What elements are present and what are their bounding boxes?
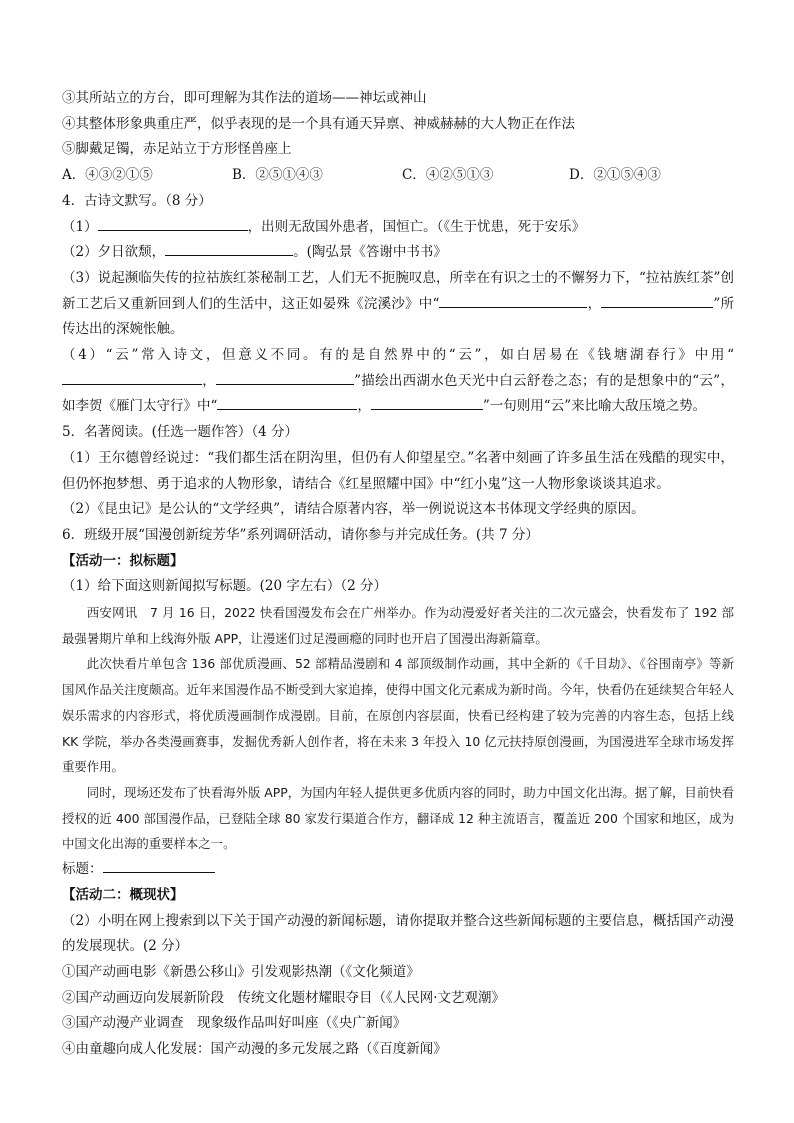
option-d[interactable]: D．②①⑤④③ <box>569 167 661 184</box>
title-blank[interactable] <box>103 857 215 873</box>
option-a[interactable]: A．④③②①⑤ <box>62 167 153 184</box>
q4-item-2: （2）夕日欲颓， 。(陶弘景《答谢中书书》 <box>62 240 734 266</box>
q4-item-3: （3）说起濒临失传的拉祜族红茶秘制工艺，人们无不扼腕叹息，所幸在有识之士的不懈努力下，“拉祜族红茶”创新工艺后又重新回到人们的生活中，这正如晏殊《浣溪沙》中“ ， ”所传达出的深婉怅触。 <box>62 269 734 338</box>
exam-page <box>62 86 734 1063</box>
q5-item-1: （1）王尔德曾经说过：“我们都生活在阴沟里，但仍有人仰望星空。”名著中刻画了许多虽生活在残酷的现实中，但仍怀抱梦想、勇于追求的人物形象，请结合《红星照耀中国》中“红小鬼”这一人物形象谈谈其追求。 <box>62 449 734 492</box>
article-paragraph: 西安网讯 7 月 16 日，2022 快看国漫发布会在广州举办。作为动漫爱好者关注的二次元盛会，快看发布了 192 部最强暑期片单和上线海外版 APP，让漫迷们过足漫画瘾的同时也开启了国漫出海新篇章。 <box>62 605 734 646</box>
answer-blank[interactable] <box>371 394 483 410</box>
news-article <box>62 600 734 857</box>
title-answer-line: 标题： <box>62 857 734 883</box>
option-c[interactable]: C．④②⑤①③ <box>402 167 494 184</box>
headline-1: ①国产动画电影《新愚公移山》引发观影热潮（《文化频道》 <box>62 963 420 980</box>
q4-heading: 4．古诗文默写。（8 分） <box>62 192 212 209</box>
q5-heading: 5．名著阅读。(任选一题作答）（4 分） <box>62 424 298 441</box>
headline-4: ④由童趣向成人化发展：国产动漫的多元发展之路（《百度新闻》 <box>62 1041 447 1058</box>
activity-2-prompt: （2）小明在网上搜索到以下关于国产动漫的新闻标题，请你提取并整合这些新闻标题的主要信息，概括国产动漫的发展现状。(2 分） <box>62 912 734 955</box>
answer-blank[interactable] <box>601 292 713 308</box>
q3-item-5: ⑤脚戴足镯，赤足站立于方形怪兽座上 <box>62 141 292 158</box>
q6-heading: 6．班级开展“国漫创新绽芳华”系列调研活动，请你参与并完成任务。(共 7 分） <box>62 526 539 543</box>
answer-blank[interactable] <box>165 240 293 256</box>
q3-item-3: ③其所站立的方台，即可理解为其作法的道场——神坛或神山 <box>62 90 427 106</box>
q5-item-2: （2）《昆虫记》是公认的“文学经典”，请结合原著内容，举一例说说这本书体现文学经典的原因。 <box>62 501 645 518</box>
answer-blank[interactable] <box>62 369 202 385</box>
activity-2-heading: 【活动二：概现状】 <box>62 886 184 903</box>
activity-1-heading: 【活动一：拟标题】 <box>62 552 184 569</box>
option-b[interactable]: B．②⑤①④③ <box>232 167 323 184</box>
q3-item-4: ④其整体形象典重庄严，似乎表现的是一个具有通天异禀、神威赫赫的大人物正在作法 <box>62 115 575 132</box>
answer-blank[interactable] <box>439 292 587 308</box>
q4-item-1: （1） ，出则无敌国外患者，国恒亡。（《生于忧患，死于安乐》 <box>62 215 734 241</box>
answer-blank[interactable] <box>217 394 357 410</box>
q4-item-4: （4）“云”常入诗文，但意义不同。有的是自然界中的“云”，如白居易在《钱塘湖春行》中用“， ”描绘出西湖水色天光中白云舒卷之态；有的是想象中的“云”，如李贺《雁门太守行》中“ ， ”一句则用“云”来比喻大敌压境之势。 <box>62 347 734 415</box>
q3-options <box>62 163 734 189</box>
answer-blank[interactable] <box>98 215 248 231</box>
article-paragraph: 同时，现场还发布了快看海外版 APP，为国内年轻人提供更多优质内容的同时，助力中国文化出海。据了解，目前快看授权的近 400 部国漫作品，已登陆全球 80 家发行渠道合作方，翻译成 12 种主流语言，覆盖近 200 个国家和地区，成为中国文化出海的重要样本之一。 <box>62 784 734 852</box>
activity-1-prompt: （1）给下面这则新闻拟写标题。(20 字左右）（2 分） <box>62 578 387 595</box>
answer-blank[interactable] <box>216 369 354 385</box>
headline-3: ③国产动漫产业调查 现象级作品叫好叫座（《央广新闻》 <box>62 1015 407 1032</box>
article-paragraph: 此次快看片单包含 136 部优质漫画、52 部精品漫剧和 4 部顶级制作动画，其中全新的《千目劫》、《谷围南亭》等新国风作品关注度颇高。近年来国漫作品不断受到大家追捧，使得中国文化元素成为新时尚。今年，快看仍在延续契合年轻人娱乐需求的内容形式，将优质漫画制作成漫剧。目前，在原创内容层面，快看已经构建了较为完善的内容生态，包括上线 KK 学院，举办各类漫画赛事，发掘优秀新人创作者，将在未来 3 年投入 10 亿元扶持原创漫画，为国漫进军全球市场发挥重要作用。 <box>62 656 734 775</box>
headline-2: ②国产动画迈向发展新阶段 传统文化题材耀眼夺目（《人民网·文艺观潮》 <box>62 989 506 1006</box>
